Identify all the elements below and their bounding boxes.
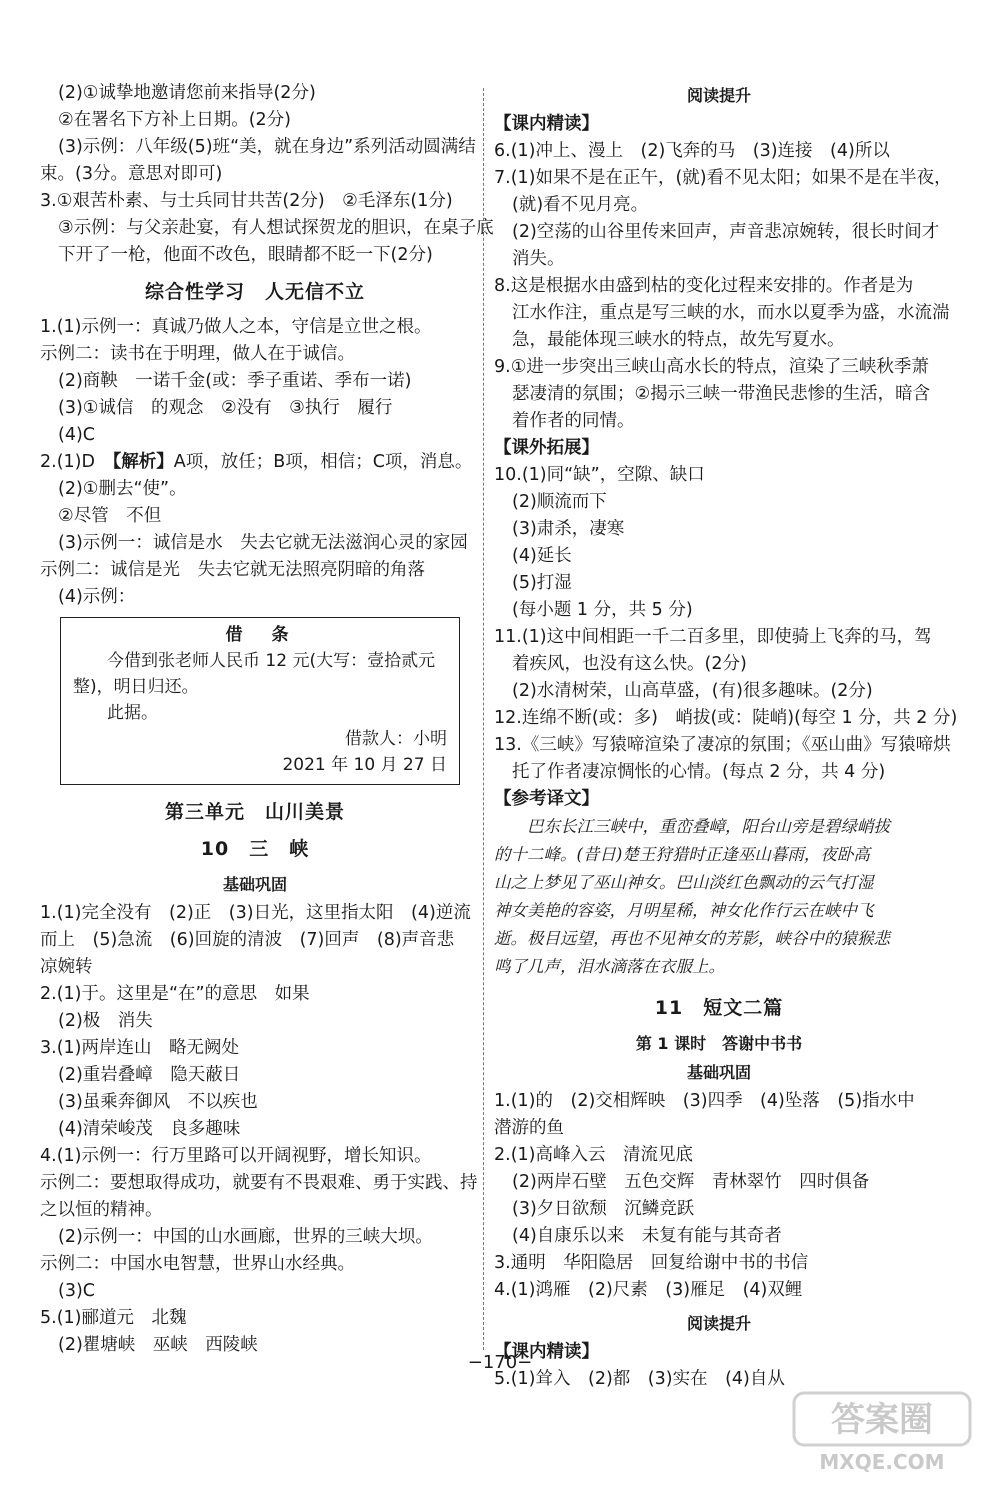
answer-line: 5.(1)耸入 (2)都 (3)实在 (4)自从 — [494, 1369, 785, 1389]
answer-line: 3.通明 华阳隐居 回复给谢中书的书信 — [494, 1253, 809, 1273]
answer-line: (2)空荡的山谷里传来回声，声音悲凉婉转，很长时间才 — [512, 222, 940, 242]
answer-line: 9.①进一步突出三峡山高水长的特点，渲染了三峡秋季萧 — [494, 357, 929, 377]
iou-body: 整)，明日归还。 — [73, 677, 199, 697]
translation-line: 逝。极目远望，再也不见神女的芳影，峡谷中的猿猴悲 — [494, 929, 890, 948]
answer-line: 3.(1)两岸连山 略无阙处 — [40, 1038, 239, 1058]
watermark-domain: MXQE.COM — [819, 1450, 945, 1474]
answer-line: (2)重岩叠嶂 隐天蔽日 — [58, 1065, 241, 1085]
left-column — [40, 80, 494, 1359]
answer-line: ③示例：与父亲赴宴，有人想试探贺龙的胆识，在桌子底 — [58, 218, 494, 238]
iou-body: 今借到张老师人民币 12 元(大写：壹拾贰元 — [107, 651, 436, 671]
iou-closing: 此据。 — [107, 703, 158, 723]
translation-line: 的十二峰。(昔日)楚王狩猎时正逢巫山暮雨，夜卧高 — [494, 845, 870, 864]
category-tag: 【课内精读】 — [494, 1342, 599, 1362]
translation-line: 巴东长江三峡中，重峦叠嶂，阳台山旁是碧绿峭拔 — [527, 817, 890, 836]
answer-line — [40, 449, 473, 476]
lesson-heading: 11 短文二篇 — [654, 997, 784, 1019]
subsection-heading: 阅读提升 — [686, 1314, 751, 1333]
answer-line: 7.(1)如果不是在正午，(就)看不见太阳；如果不是在半夜， — [494, 168, 952, 188]
answer-line: 3.①艰苦朴素、与士兵同甘共苦(2分) ②毛泽东(1分) — [40, 191, 453, 211]
answer-line: (2)瞿塘峡 巫峡 西陵峡 — [58, 1335, 258, 1355]
answer-line: ②在署名下方补上日期。(2分) — [58, 110, 291, 130]
answer-line: 凉婉转 — [40, 957, 93, 977]
answer-line: 11.(1)这中间相距一千二百多里，即使骑上飞奔的马，驾 — [494, 627, 932, 647]
period-heading: 第 1 课时 答谢中书书 — [635, 1034, 803, 1053]
answer-line: (2)①诚挚地邀请您前来指导(2分) — [58, 83, 316, 103]
answer-line: (就)看不见月亮。 — [512, 195, 649, 215]
answer-line: 示例二：要想取得成功，就要有不畏艰难、勇于实践、持 — [40, 1173, 478, 1193]
answer-line: 1.(1)的 (2)交相辉映 (3)四季 (4)坠落 (5)指水中 — [494, 1091, 915, 1111]
translation-line: 神女美艳的容姿，月明星稀，神女化作行云在峡中飞 — [494, 901, 874, 920]
iou-note — [60, 617, 460, 785]
watermark-logo — [792, 1389, 972, 1475]
answer-text: A项，放任；B项，相信；C项，消息。 — [173, 452, 473, 472]
answer-line: (4)延长 — [512, 546, 572, 566]
answer-line: (5)打湿 — [512, 573, 572, 593]
reference-translation — [494, 813, 944, 981]
answer-line: (3)C — [58, 1281, 96, 1301]
answer-line: 下开了一枪，他面不改色，眼睛都不眨一下(2分) — [58, 245, 433, 265]
answer-line: 6.(1)冲上、漫上 (2)飞奔的马 (3)连接 (4)所以 — [494, 141, 890, 161]
answer-line: 之以恒的精神。 — [40, 1200, 163, 1220]
translation-line: 山之上梦见了巫山神女。巴山淡红色飘动的云气打湿 — [494, 873, 874, 892]
answer-line: (2)两岸石壁 五色交辉 青林翠竹 四时俱备 — [512, 1172, 870, 1192]
answer-line: 10.(1)同“缺”，空隙、缺口 — [494, 465, 705, 485]
answer-line: 1.(1)示例一：真诚乃做人之本，守信是立世之根。 — [40, 317, 432, 337]
answer-line: (2)示例一：中国的山水画廊，世界的三峡大坝。 — [58, 1227, 433, 1247]
answer-line: 12.连绵不断(或：多) 峭拔(或：陡峭)(每空 1 分，共 2 分) — [494, 708, 958, 728]
answer-line: (2)①删去“使”。 — [58, 479, 187, 499]
answer-line: 托了作者凄凉惆怅的心情。(每点 2 分，共 4 分) — [512, 762, 886, 782]
category-tag: 【课外拓展】 — [494, 438, 599, 458]
category-tag: 【参考译文】 — [494, 789, 599, 809]
answer-line: 而上 (5)急流 (6)回旋的清波 (7)回声 (8)声音悲 — [40, 930, 455, 950]
analysis-tag: 【解析】 — [112, 452, 174, 472]
watermark-text: 答案圈 — [831, 1400, 933, 1440]
category-tag: 【课内精读】 — [494, 114, 599, 134]
answer-line: 着疾风，也没有这么快。(2分) — [512, 654, 747, 674]
answer-line: ②尽管 不但 — [58, 506, 162, 526]
answer-line: 4.(1)示例一：行万里路可以开阔视野，增长知识。 — [40, 1146, 432, 1166]
lesson-heading: 10 三 峡 — [200, 838, 310, 860]
answer-line: (4)C — [58, 425, 96, 445]
section-heading: 综合性学习 人无信不立 — [144, 281, 365, 303]
answer-line: 潜游的鱼 — [494, 1118, 564, 1138]
answer-line: 2.(1)高峰入云 清流见底 — [494, 1145, 693, 1165]
answer-line: (3)虽乘奔御风 不以疾也 — [58, 1092, 258, 1112]
translation-line: 鸣了几声，泪水滴落在衣服上。 — [494, 957, 725, 976]
iou-signature: 借款人：小明 — [345, 729, 447, 749]
answer-line: 着作者的同情。 — [512, 411, 635, 431]
answer-line: 1.(1)完全没有 (2)正 (3)日光，这里指太阳 (4)逆流 — [40, 903, 471, 923]
answer-line: 2.(1)于。这里是“在”的意思 如果 — [40, 984, 310, 1004]
answer-line: 示例二：中国水电智慧，世界山水经典。 — [40, 1254, 355, 1274]
answer-line: (4)示例： — [58, 587, 136, 607]
right-column — [494, 80, 958, 1393]
subsection-heading: 基础巩固 — [222, 875, 287, 894]
answer-line: (2)顺流而下 — [512, 492, 607, 512]
answer-line: 江水作注，重点是写三峡的水，而水以夏季为盛，水流湍 — [512, 303, 950, 323]
answer-line: 5.(1)郦道元 北魏 — [40, 1308, 187, 1328]
answer-line: (3)①诚信 的观念 ②没有 ③执行 履行 — [58, 398, 393, 418]
answer-text: 2.(1)D — [40, 452, 113, 472]
page-number: −170− — [467, 1352, 533, 1373]
answer-line: (每小题 1 分，共 5 分) — [512, 600, 693, 620]
iou-date: 2021 年 10 月 27 日 — [282, 755, 447, 775]
answer-line: (2)商鞅 一诺千金(或：季子重诺、季布一诺) — [58, 371, 412, 391]
unit-heading: 第三单元 山川美景 — [164, 801, 345, 823]
answer-line: 示例二：诚信是光 失去它就无法照亮阴暗的角落 — [40, 560, 425, 580]
answer-line: (2)极 消失 — [58, 1011, 153, 1031]
answer-line: (4)自康乐以来 未复有能与其奇者 — [512, 1226, 782, 1246]
answer-line: 示例二：读书在于明理，做人在于诚信。 — [40, 344, 355, 364]
answer-line: 瑟凄清的氛围；②揭示三峡一带渔民悲惨的生活，暗含 — [512, 384, 931, 404]
answer-line: 13.《三峡》写猿啼渲染了凄凉的氛围；《巫山曲》写猿啼烘 — [494, 735, 951, 755]
answer-line: (2)水清树荣，山高草盛，(有)很多趣味。(2分) — [512, 681, 873, 701]
column-divider — [483, 88, 484, 1350]
answer-line: (3)示例一：诚信是水 失去它就无法滋润心灵的家园 — [58, 533, 468, 553]
answer-line: 4.(1)鸿雁 (2)尺素 (3)雁足 (4)双鲤 — [494, 1280, 803, 1300]
iou-title: 借 条 — [225, 625, 295, 645]
answer-line: (3)肃杀，凄寒 — [512, 519, 625, 539]
answer-line: (4)清荣峻茂 良多趣味 — [58, 1119, 241, 1139]
answer-line: 急，最能体现三峡水的特点，故先写夏水。 — [512, 330, 845, 350]
answer-line: 8.这是根据水由盛到枯的变化过程来安排的。作者是为 — [494, 276, 914, 296]
answer-line: (3)夕日欲颓 沉鳞竞跃 — [512, 1199, 695, 1219]
answer-line: 束。(3分。意思对即可) — [40, 164, 223, 184]
subsection-heading: 阅读提升 — [686, 86, 751, 105]
answer-line: 消失。 — [512, 249, 565, 269]
answer-line: (3)示例：八年级(5)班“美，就在身边”系列活动圆满结 — [58, 137, 476, 157]
subsection-heading: 基础巩固 — [686, 1063, 751, 1082]
